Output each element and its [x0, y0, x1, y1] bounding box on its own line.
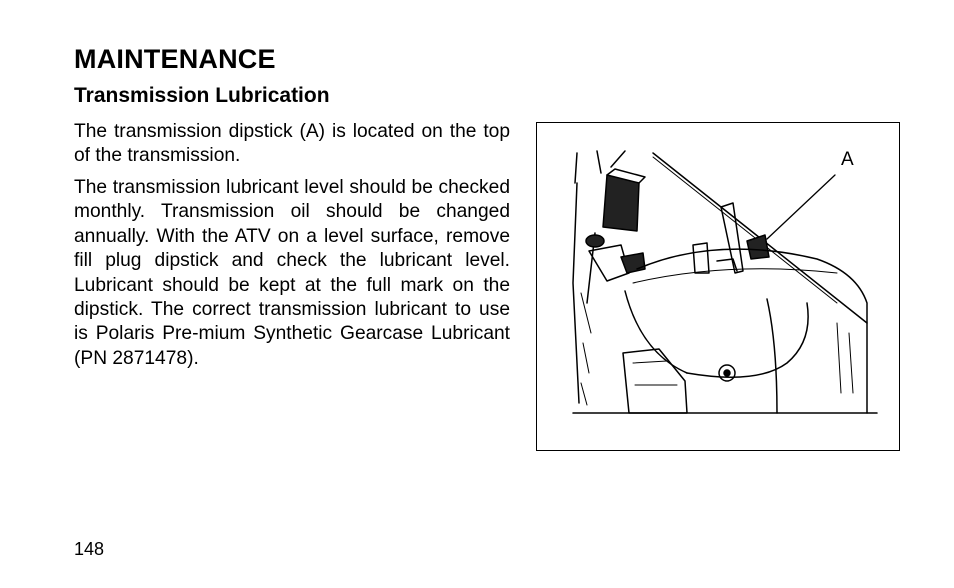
body-paragraph-location: The transmission dipstick (A) is located on the top of the transmission. — [74, 121, 510, 167]
body-paragraph-procedure: The transmission lubricant level should be checked monthly. Transmission oil should be changed annually. With the ATV on a level surface, remove fill plug dipstick and check the lubricant level. Lubricant should be kept at the full mark on the dipstick. The correct transmission lubricant to use is Polaris Pre-mium Synthetic Gearcase Lubricant (PN 2871478). — [74, 177, 510, 369]
section-title: MAINTENANCE — [74, 44, 276, 74]
subsection-title: Transmission Lubrication — [74, 84, 330, 107]
transmission-illustration — [536, 122, 900, 451]
transmission-line-drawing — [537, 123, 901, 452]
callout-label-a: A — [841, 149, 854, 170]
page-number: 148 — [74, 539, 105, 559]
